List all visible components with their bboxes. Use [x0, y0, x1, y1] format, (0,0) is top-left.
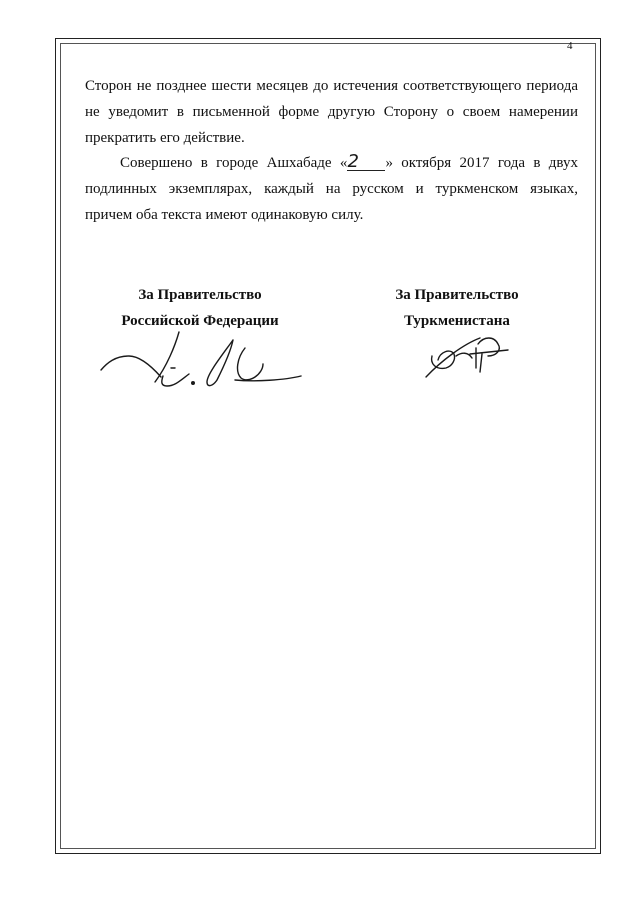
- signature-party: Туркменистана: [404, 313, 510, 329]
- paragraph-line: [85, 150, 578, 176]
- paragraph-line: прекратить его действие.: [85, 130, 245, 146]
- handwritten-date-day: 2: [347, 154, 385, 171]
- paragraph-line: причем оба текста имеют одинаковую силу.: [85, 207, 364, 223]
- handwritten-signature-turkmenistan: [418, 330, 513, 385]
- signature-block-russia: [100, 282, 300, 334]
- signature-heading: За Правительство: [395, 287, 519, 303]
- signature-block-turkmenistan: [357, 282, 557, 334]
- paragraph-line: Сторон не позднее шести месяцев до истечения соответствующего периода: [85, 78, 578, 94]
- paragraph-line: подлинных экземплярах, каждый на русском и туркменском языках,: [85, 181, 578, 197]
- paragraph-term-notice: [85, 73, 578, 151]
- signature-party: Российской Федерации: [121, 313, 279, 329]
- paragraph-done-at: [85, 150, 578, 228]
- done-at-text-continued: » октября 2017 года в двух: [385, 155, 578, 171]
- handwritten-signature-russia: [95, 330, 310, 400]
- done-at-text: Совершено в городе Ашхабаде «: [120, 155, 348, 171]
- signature-heading: За Правительство: [138, 287, 262, 303]
- paragraph-line: не уведомит в письменной форме другую Сторону о своем намерении: [85, 104, 578, 120]
- page-number: 4: [567, 40, 573, 52]
